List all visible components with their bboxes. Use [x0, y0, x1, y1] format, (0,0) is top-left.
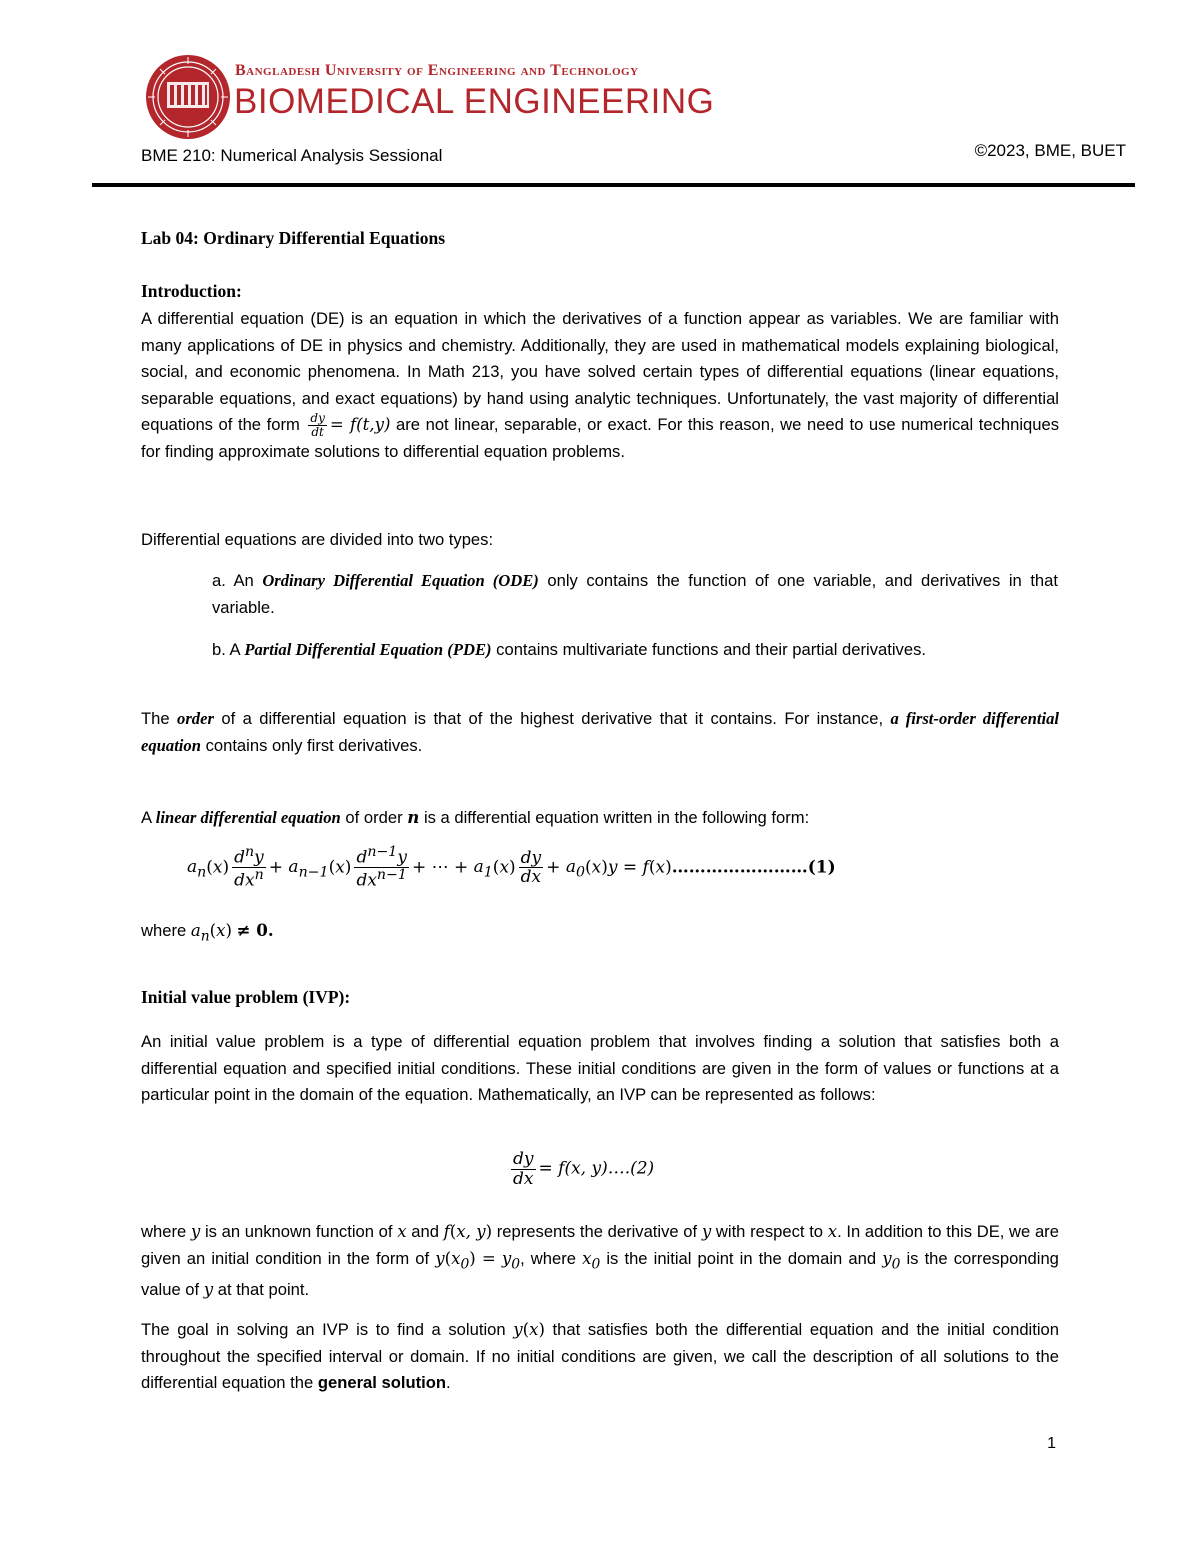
list-item-ode: a. An Ordinary Differential Equation (ODE) only contains the function of one variable, and derivatives in that variable. [212, 571, 1058, 617]
department-name: BIOMEDICAL ENGINEERING [234, 82, 715, 121]
list-item-pde: b. A Partial Differential Equation (PDE) contains multivariate functions and their partial derivatives. [212, 640, 926, 659]
equation-2: $\frac{dy}{dx}$ = f(x, y)….(2) [513, 1149, 655, 1189]
ivp-paragraph: An initial value problem is a type of differential equation problem that involves finding a solution that satisfies both a differential equation and specified initial conditions. These initial conditions are given in the form of values or functions at a particular point in the domain of the equation. Mathematically, an IVP can be represented as follows: [141, 1032, 1059, 1104]
intro-heading: Introduction: [141, 281, 242, 301]
equation-1: $a_n(x)$ $\frac{d^ny}{dx^n}$ + $a_{n-1}(x)$ $\frac{d^{n-1}y}{dx^{n-1}}$ + ⋯ + $a_1(x)$ $\frac{dy}{dx}$ + $a_0(x)y$ = f(x)……………………(1) [187, 844, 836, 891]
ivp-goal-paragraph: The goal in solving an IVP is to find a solution y(x) that satisfies both the differential equation and the initial condition throughout the specified interval or domain. If no initial conditions are given, we call the description of all solutions to the differential equation the general solution. [141, 1320, 1059, 1392]
university-name: Bangladesh University of Engineering and Technology [235, 62, 639, 79]
dy-dt-fraction: $\frac{dy}{dt}$ [310, 411, 325, 440]
buet-logo [143, 52, 233, 142]
ivp-definition-paragraph: where y is an unknown function of x and f(x, y) represents the derivative of y with respect to x. In addition to this DE, we are given an initial condition in the form of $y(x_0) = y_0$, where $x_0$ is the initial point in the domain and $y_0$ is the corresponding value of y at that point. [141, 1222, 1059, 1300]
page-title: Lab 04: Ordinary Differential Equations [141, 228, 446, 248]
course-title: BME 210: Numerical Analysis Sessional [141, 146, 443, 165]
page-number: 1 [1047, 1435, 1056, 1452]
types-intro: Differential equations are divided into two types: [141, 530, 494, 549]
header-divider [92, 183, 1135, 187]
linear-condition: where $a_n(x) \ne 0$. [141, 920, 274, 945]
intro-paragraph: A differential equation (DE) is an equation in which the derivatives of a function appear as variables. We are familiar with many applications of DE in physics and chemistry. Additionally, they are used in mathematical models explaining biological, social, and economic phenomena. In Math 213, you have solved certain types of differential equations (linear equations, separable equations, and exact equations) by hand using analytic techniques. Unfortunately, the vast majority of differential equations of the form $\frac{dy}{dt}$ = f(t,y) are not linear, separable, or exact. For this reason, we need to use numerical techniques for finding approximate solutions to differential equation problems. [141, 309, 1059, 462]
ivp-heading: Initial value problem (IVP): [141, 987, 351, 1007]
copyright-notice: ©2023, BME, BUET [974, 141, 1126, 160]
linear-de-paragraph: A linear differential equation of order n is a differential equation written in the following form: [141, 807, 810, 827]
order-paragraph: The order of a differential equation is that of the highest derivative that it contains. For instance, a first-order differential equation contains only first derivatives. [141, 709, 1059, 755]
